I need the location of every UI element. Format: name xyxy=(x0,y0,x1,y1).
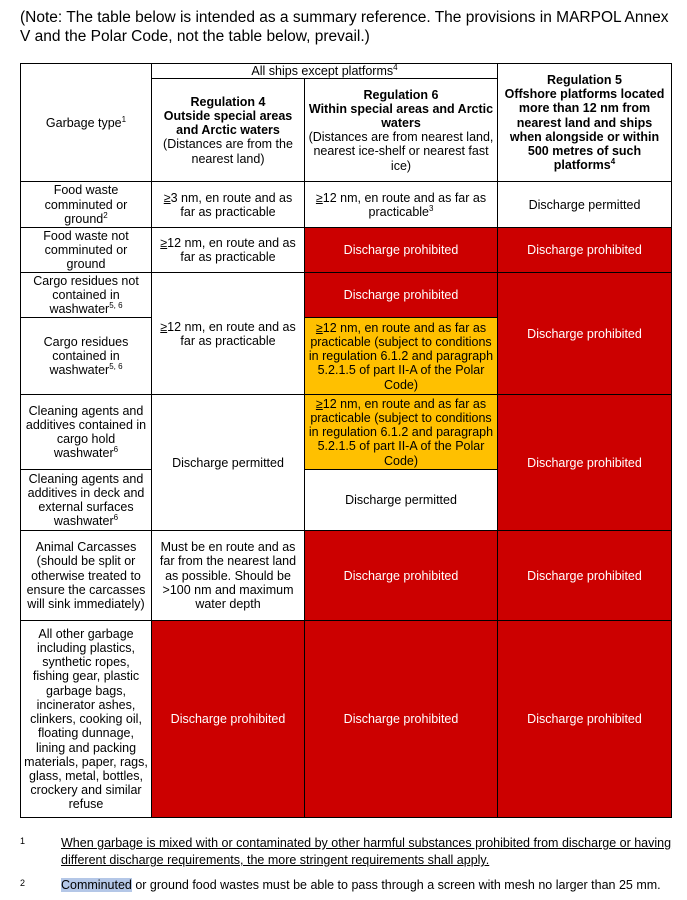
row-cleaning-cargo-hold-reg6: ≥12 nm, en route and as far as practicable (subject to conditions in regulation 6.1.2 and paragraph 5.2.1.5 of part II-A of the Polar Code) xyxy=(305,395,498,470)
all-ships-header: All ships except platforms$^4$ xyxy=(152,64,498,79)
row-cargo-residues-no-washwater-type: Cargo residues not contained in washwater$^{5, 6}$ xyxy=(21,273,152,318)
footnote-1-text: When garbage is mixed with or contaminated by other harmful substances prohibited from discharge or having different discharge requirements, the more stringent requirements shall apply. xyxy=(61,836,672,867)
row-all-other-reg5: Discharge prohibited xyxy=(498,621,672,818)
row-food-comminuted-reg6: ≥12 nm, en route and as far as practicable$^3$ xyxy=(305,182,498,228)
summary-note: (Note: The table below is intended as a summary reference. The provisions in MARPOL Annex V and the Polar Code, not the table below, prevail.) xyxy=(20,9,669,45)
row-cleaning-agents-reg4: Discharge permitted xyxy=(152,395,305,531)
row-animal-carcasses-reg5: Discharge prohibited xyxy=(498,531,672,621)
footnote-2-number: 2 xyxy=(20,878,26,888)
row-animal-carcasses-reg4: Must be en route and as far from the nearest land as possible. Should be >100 nm and maximum water depth xyxy=(152,531,305,621)
row-animal-carcasses-reg6: Discharge prohibited xyxy=(305,531,498,621)
row-cleaning-deck-type: Cleaning agents and additives in deck and external surfaces washwater$^6$ xyxy=(21,470,152,531)
row-food-not-comminuted-reg6: Discharge prohibited xyxy=(305,228,498,273)
row-food-not-comminuted-type: Food waste not comminuted or ground xyxy=(21,228,152,273)
row-cargo-residues-no-washwater-reg6: Discharge prohibited xyxy=(305,273,498,318)
footnote-1-number: 1 xyxy=(20,836,26,846)
footnote-2-highlight: Comminuted xyxy=(61,878,132,892)
row-cargo-residues-washwater-reg6: ≥12 nm, en route and as far as practicable (subject to conditions in regulation 6.1.2 and paragraph 5.2.1.5 of part II-A of the Polar Code) xyxy=(305,318,498,395)
row-food-comminuted-type: Food waste comminuted or ground$^2$ xyxy=(21,182,152,228)
row-cargo-residues-washwater-type: Cargo residues contained in washwater$^{5, 6}$ xyxy=(21,318,152,395)
row-food-not-comminuted-reg4: ≥12 nm, en route and as far as practicable xyxy=(152,228,305,273)
footnote-2-text: or ground food wastes must be able to pass through a screen with mesh no larger than 25 mm. xyxy=(131,878,661,892)
regulation-4-header: Regulation 4 Outside special areas and Arctic waters (Distances are from the nearest land) xyxy=(152,79,305,182)
row-food-comminuted-reg4: ≥3 nm, en route and as far as practicable xyxy=(152,182,305,228)
row-cargo-residues-reg4: ≥12 nm, en route and as far as practicable xyxy=(152,273,305,395)
garbage-discharge-table xyxy=(20,63,672,818)
row-cleaning-cargo-hold-type: Cleaning agents and additives contained in cargo hold washwater$^6$ xyxy=(21,395,152,470)
row-all-other-reg4: Discharge prohibited xyxy=(152,621,305,818)
row-food-comminuted-reg5: Discharge permitted xyxy=(498,182,672,228)
row-food-not-comminuted-reg5: Discharge prohibited xyxy=(498,228,672,273)
garbage-type-header: Garbage type$^1$ xyxy=(21,64,152,182)
regulation-5-header: Regulation 5 Offshore platforms located more than 12 nm from nearest land and ships when alongside or within 500 metres of such platforms$^4$ xyxy=(498,64,672,182)
row-cargo-residues-reg5: Discharge prohibited xyxy=(498,273,672,395)
regulation-6-header: Regulation 6 Within special areas and Arctic waters (Distances are from nearest land, nearest ice-shelf or nearest fast ice) xyxy=(305,79,498,182)
row-cleaning-deck-reg6: Discharge permitted xyxy=(305,470,498,531)
row-animal-carcasses-type: Animal Carcasses (should be split or otherwise treated to ensure the carcasses will sink immediately) xyxy=(21,531,152,621)
row-all-other-reg6: Discharge prohibited xyxy=(305,621,498,818)
row-cleaning-agents-reg5: Discharge prohibited xyxy=(498,395,672,531)
row-all-other-type: All other garbage including plastics, synthetic ropes, fishing gear, plastic garbage bags, incinerator ashes, clinkers, cooking oil, floating dunnage, lining and packing materials, paper, rags, glass, metal, bottles, crockery and similar refuse xyxy=(21,621,152,818)
